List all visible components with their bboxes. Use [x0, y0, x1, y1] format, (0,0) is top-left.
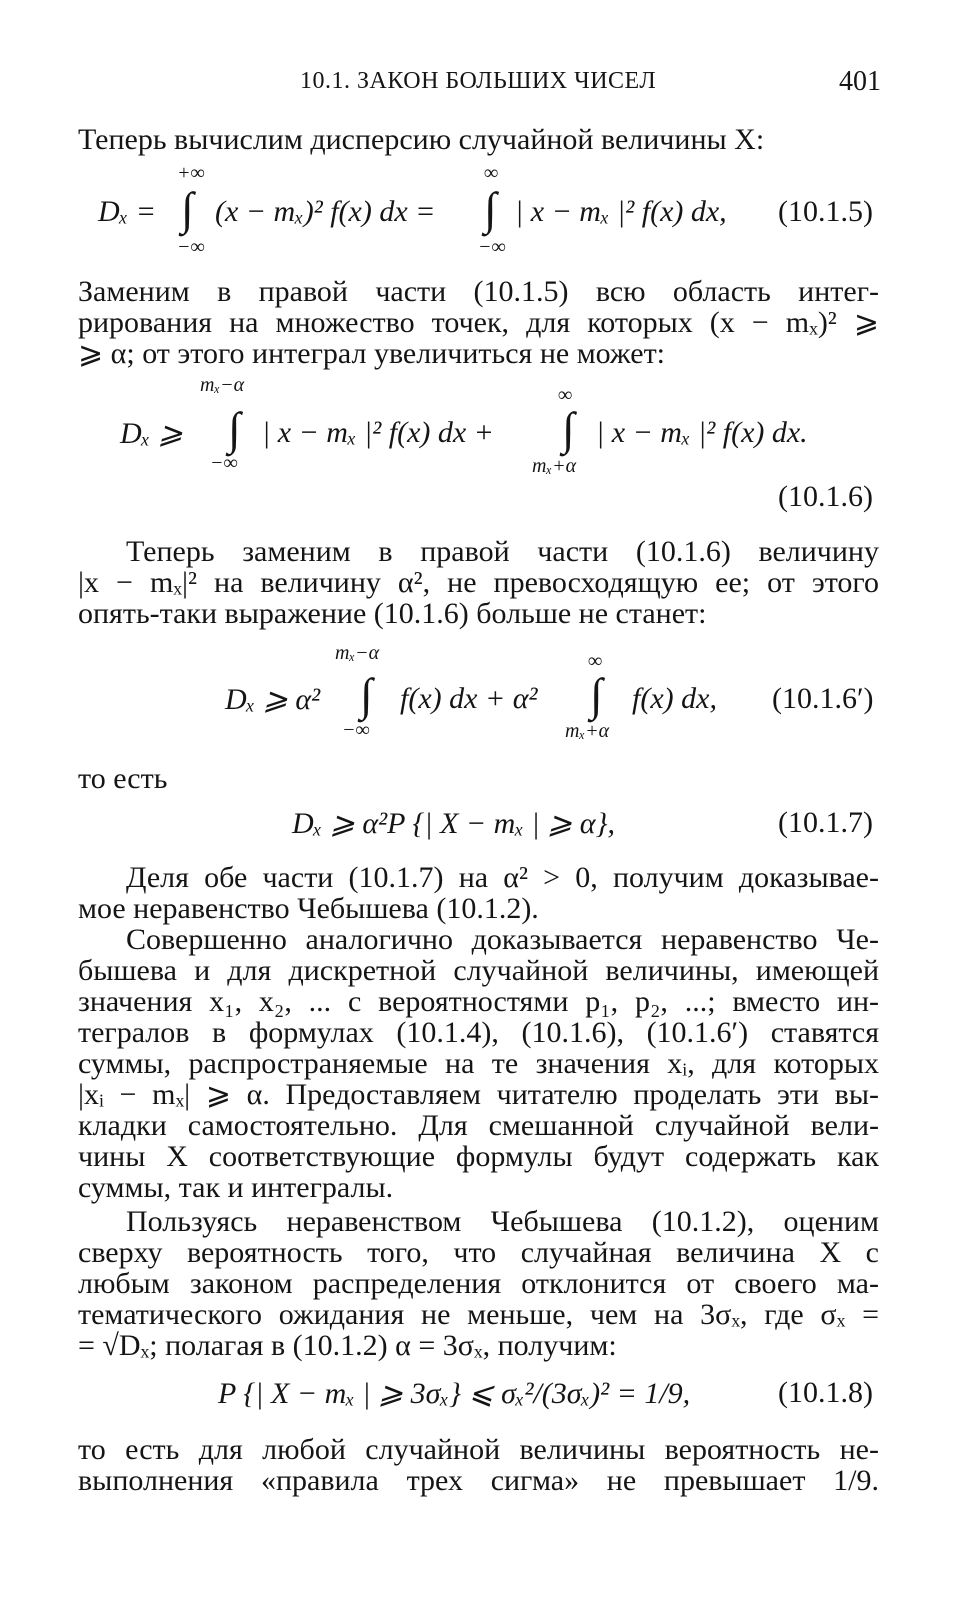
text-line: опять-таки выражение (10.1.6) больше не станет: [78, 597, 707, 630]
text-line: суммы, распространяемые на те значения xᵢ, для которых [78, 1047, 879, 1080]
text-line: суммы, так и интегралы. [78, 1171, 394, 1204]
equation-number: (10.1.7) [778, 806, 873, 839]
eq6-integrand-2: | x − mₓ |² f(x) dx. [596, 416, 808, 449]
eq6-upper-limit-2: ∞ [558, 384, 573, 406]
page-number: 401 [839, 66, 881, 97]
text-line: кладки самостоятельно. Для смешанной случайной вели- [78, 1109, 879, 1142]
text-line: |xᵢ − mₓ| ⩾ α. Предоставляем читателю проделать эти вы- [78, 1078, 879, 1111]
eq6p-lower-limit-2: mₓ+α [565, 720, 610, 742]
text-line: тегралов в формулах (10.1.4), (10.1.6), (10.1.6′) ставятся [78, 1016, 879, 1049]
paragraph-6 [78, 1206, 879, 1361]
eq5-lhs: Dₓ = [98, 195, 156, 228]
eq6p-upper-limit-2: ∞ [588, 650, 603, 672]
text-line: бышева и для дискретной случайной величины, имеющей [78, 954, 879, 987]
equation-number: (10.1.6′) [772, 682, 874, 715]
eq6p-lower-limit-1: −∞ [342, 719, 370, 741]
text-line: |x − mₓ|² на величину α², не превосходящую ее; от этого [78, 566, 879, 599]
eq5-integrand-2: | x − mₓ |² f(x) dx, [515, 195, 727, 228]
paragraph-5 [78, 924, 879, 1203]
text-line: = √Dₓ; полагая в (10.1.2) α = 3σₓ, получим: [78, 1329, 617, 1362]
integral-sign: ∫ [484, 183, 497, 234]
text-line: то есть [78, 762, 168, 795]
integral-sign: ∫ [228, 403, 241, 454]
eq5-lower-limit-1: −∞ [177, 236, 205, 258]
text-line: Заменим в правой части (10.1.5) всю область интег- [78, 275, 879, 308]
text-line: чины X соответствующие формулы будут содержать как [78, 1140, 879, 1173]
text-line: Теперь вычислим дисперсию случайной величины X: [78, 123, 765, 156]
integral-sign: ∫ [360, 669, 373, 720]
text-line: Совершенно аналогично доказывается неравенство Че- [126, 923, 879, 956]
text-line: ⩾ α; от этого интеграл увеличиться не может: [78, 337, 666, 370]
text-line: Деля обе части (10.1.7) на α² > 0, получим доказывае- [126, 861, 879, 894]
integral-sign: ∫ [181, 183, 194, 234]
equation-number: (10.1.6) [778, 480, 873, 513]
text-line: мое неравенство Чебышева (10.1.2). [78, 892, 539, 925]
text-line: Пользуясь неравенством Чебышева (10.1.2), оценим [126, 1205, 879, 1238]
eq5-upper-limit-2: ∞ [484, 162, 499, 184]
paragraph-1 [78, 124, 879, 155]
integral-sign: ∫ [590, 669, 603, 720]
eq5-lower-limit-2: −∞ [478, 236, 506, 258]
text-line: Теперь заменим в правой части (10.1.6) величину [126, 535, 879, 568]
eq6p-integrand-1: f(x) dx + α² [400, 682, 538, 715]
eq6-lower-limit-1: −∞ [210, 452, 238, 474]
integral-sign: ∫ [562, 403, 575, 454]
eq5-upper-limit-1: +∞ [177, 162, 205, 184]
paragraph-4 [78, 862, 879, 924]
eq8-body: P {| X − mₓ | ⩾ 3σₓ} ⩽ σₓ²/(3σₓ)² = 1/9, [218, 1377, 691, 1410]
paragraph-2 [78, 276, 879, 369]
text-line: тематического ожидания не меньше, чем на 3σₓ, где σₓ = [78, 1298, 879, 1331]
equation-number: (10.1.5) [778, 195, 873, 228]
paragraph-3 [78, 536, 879, 629]
text-line: то есть для любой случайной величины вероятность не- [78, 1433, 879, 1466]
eq6-lhs: Dₓ ⩾ [120, 417, 183, 450]
text-line: значения x₁, x₂, ... с вероятностями p₁, p₂, ...; вместо ин- [78, 985, 879, 1018]
paragraph-7 [78, 1434, 879, 1496]
eq6p-upper-limit-1: mₓ−α [335, 642, 380, 664]
text-line: выполнения «правила трех сигма» не превышает 1/9. [78, 1464, 879, 1497]
equation-number: (10.1.8) [778, 1376, 873, 1409]
eq6-integrand-1: | x − mₓ |² f(x) dx + [262, 416, 494, 449]
eq6p-lhs: Dₓ ⩾ α² [225, 683, 321, 716]
eq5-integrand-1: (x − mₓ)² f(x) dx = [215, 195, 436, 228]
eq6p-integrand-2: f(x) dx, [632, 682, 717, 715]
eq7-body: Dₓ ⩾ α²P {| X − mₓ | ⩾ α}, [292, 807, 615, 840]
eq6-upper-limit-1: mₓ−α [200, 374, 245, 396]
text-line: рирования на множество точек, для которых (x − mₓ)² ⩾ [78, 306, 879, 339]
text-line: сверху вероятность того, что случайная величина X с [78, 1236, 879, 1269]
running-header: 10.1. ЗАКОН БОЛЬШИХ ЧИСЕЛ [300, 68, 657, 94]
eq6-lower-limit-2: mₓ+α [532, 455, 577, 477]
text-line: любым законом распределения отклонится от своего ма- [78, 1267, 879, 1300]
